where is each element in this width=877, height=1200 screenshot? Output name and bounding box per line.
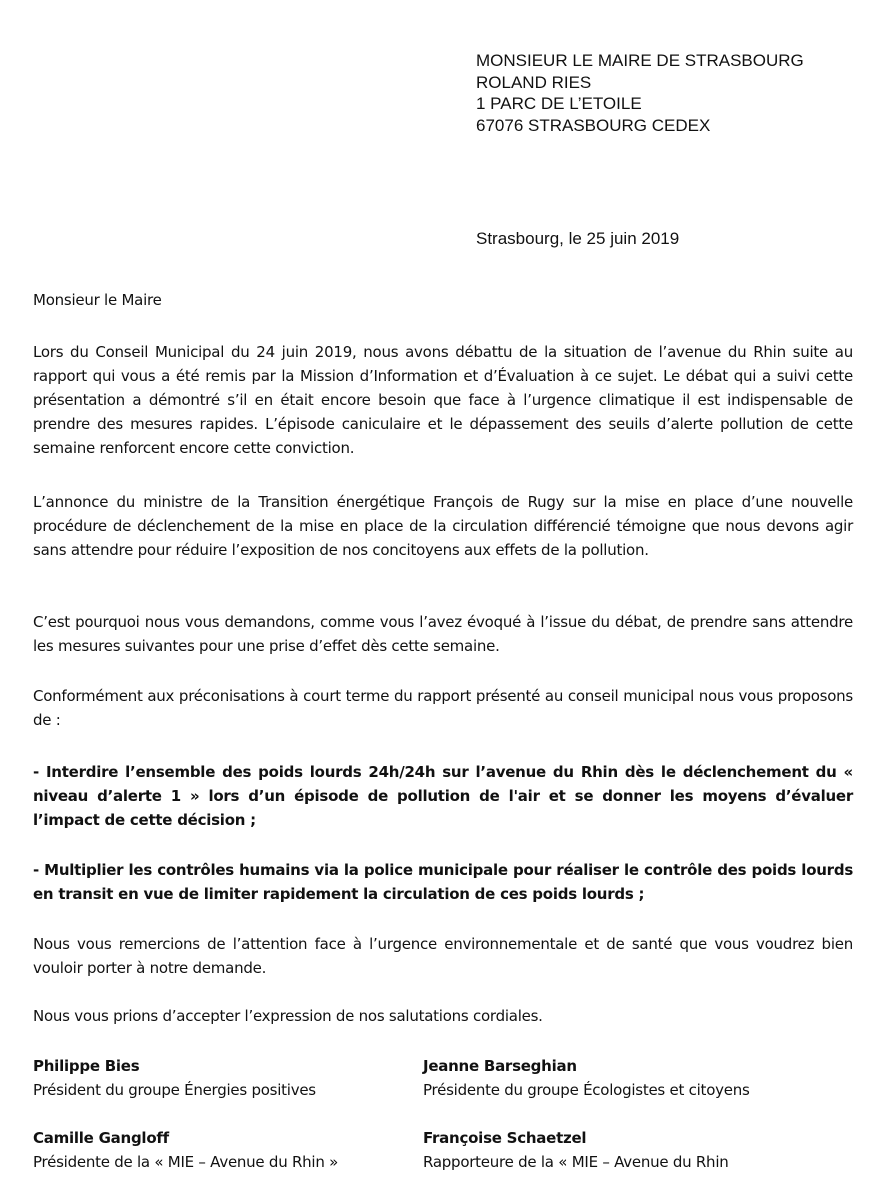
signatory-title: Rapporteure de la « MIE – Avenue du Rhin	[423, 1153, 729, 1171]
paragraph-3: C’est pourquoi nous vous demandons, comme vous l’avez évoqué à l’issue du débat, de prendre sans attendre les mesures suivantes pour une prise d’effet dès cette semaine.	[33, 613, 853, 655]
salutation: Monsieur le Maire	[33, 291, 162, 309]
recipient-line-3: 1 PARC DE L’ETOILE	[476, 94, 642, 113]
measure-2: - Multiplier les contrôles humains via la police municipale pour réaliser le contrôle des poids lourds en transit en vue de limiter rapidement la circulation de ces poids lourds ;	[33, 861, 853, 903]
signatory-title: Présidente de la « MIE – Avenue du Rhin »	[33, 1153, 339, 1171]
signatory-1	[33, 1054, 316, 1102]
recipient-line-2: ROLAND RIES	[476, 72, 592, 92]
signatory-name: Jeanne Barseghian	[423, 1057, 577, 1075]
signatory-name: Philippe Bies	[33, 1057, 140, 1075]
paragraph-5: Nous vous remercions de l’attention face à l’urgence environnementale et de santé que vous voudrez bien vouloir porter à notre demande.	[33, 935, 853, 977]
signatory-name: Françoise Schaetzel	[423, 1129, 587, 1147]
paragraph-1: Lors du Conseil Municipal du 24 juin 2019, nous avons débattu de la situation de l’avenue du Rhin suite au rapport qui vous a été remis par la Mission d’Information et d’Évaluation à ce sujet. Le débat qui a suivi cette présentation a démontré s’il en était encore besoin que face à l’urgence climatique il est indispensable de prendre des mesures rapides. L’épisode caniculaire et le dépassement des seuils d’alerte pollution de cette semaine renforcent encore cette conviction.	[33, 343, 853, 457]
signatory-title: Président du groupe Énergies positives	[33, 1081, 316, 1099]
signatory-title: Présidente du groupe Écologistes et citoyens	[423, 1081, 750, 1099]
recipient-address	[476, 50, 804, 136]
signatory-2	[423, 1054, 750, 1102]
paragraph-2: L’annonce du ministre de la Transition énergétique François de Rugy sur la mise en place d’une nouvelle procédure de déclenchement de la mise en place de la circulation différencié témoigne que nous devons agir sans attendre pour réduire l’exposition de nos concitoyens aux effets de la pollution.	[33, 493, 853, 559]
paragraph-4: Conformément aux préconisations à court terme du rapport présenté au conseil municipal nous vous proposons de :	[33, 687, 853, 729]
measure-1: - Interdire l’ensemble des poids lourds 24h/24h sur l’avenue du Rhin dès le déclenchement du « niveau d’alerte 1 » lors d’un épisode de pollution de l'air et se donner les moyens d’évaluer l’impact de cette décision ;	[33, 763, 853, 829]
signatory-name: Camille Gangloff	[33, 1129, 169, 1147]
recipient-line-1: MONSIEUR LE MAIRE DE STRASBOURG	[476, 51, 804, 70]
recipient-line-4: 67076 STRASBOURG CEDEX	[476, 115, 711, 135]
signatory-3	[33, 1126, 338, 1174]
date-line: Strasbourg, le 25 juin 2019	[476, 229, 680, 248]
closing-paragraph: Nous vous prions d’accepter l’expression de nos salutations cordiales.	[33, 1007, 543, 1025]
signatory-4	[423, 1126, 729, 1174]
